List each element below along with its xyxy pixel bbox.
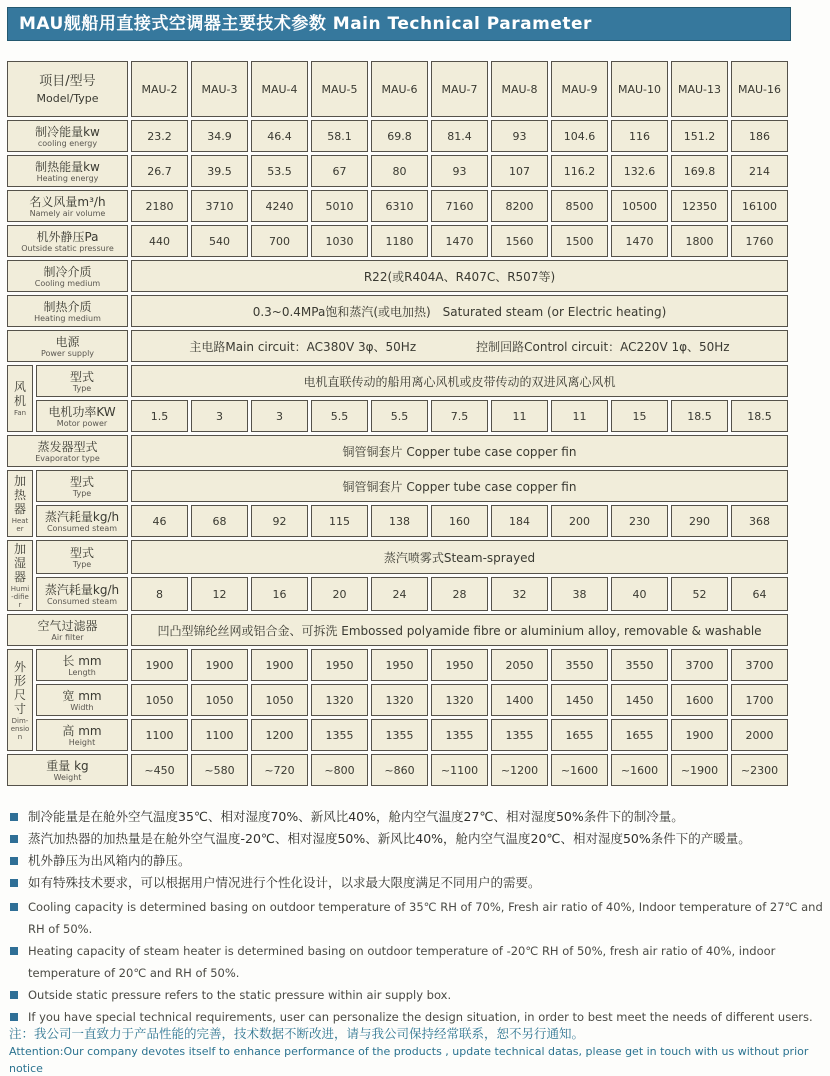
value-cell: 39.5 [191, 155, 248, 187]
value-cell: 3 [191, 400, 248, 432]
notes-en [9, 896, 823, 1028]
value-cell: 1470 [431, 225, 488, 257]
value-cell: 5.5 [311, 400, 368, 432]
row-label-zh: 宽 mm [62, 688, 102, 703]
value-cell: 23.2 [131, 120, 188, 152]
note-text: Heating capacity of steam heater is determined basing on outdoor temperature of -20℃ RH of 50%, fresh air ratio of 40%, indoor temperature of 20℃ and RH of 50%. [28, 944, 776, 980]
footer [9, 1024, 823, 1076]
row-label-zh: 型式 [69, 474, 94, 489]
value-cell: 184 [491, 505, 548, 537]
model-header-cell: MAU-6 [371, 61, 428, 117]
value-cell: ~860 [371, 754, 428, 786]
value-cell: 58.1 [311, 120, 368, 152]
model-header-cell: MAU-13 [671, 61, 728, 117]
value-cell: 1050 [191, 684, 248, 716]
note-text: Cooling capacity is determined basing on outdoor temperature of 35℃ RH of 70%, Fresh air ratio of 40%, Indoor temperature of 27℃ and RH of 50%. [28, 900, 823, 936]
value-cell: 1900 [251, 649, 308, 681]
row-label-zh: 空气过滤器 [37, 618, 98, 633]
model-header-cell: MAU-7 [431, 61, 488, 117]
spec-table [4, 58, 791, 789]
row-label-en: cooling energy [37, 138, 98, 148]
span-value-cell: 电机直联传动的船用离心风机或皮带传动的双进风离心风机 [131, 365, 788, 397]
value-cell: ~450 [131, 754, 188, 786]
value-cell: 34.9 [191, 120, 248, 152]
value-cell: 1900 [671, 719, 728, 751]
row-label-cell [7, 225, 128, 257]
value-cell: 1355 [311, 719, 368, 751]
row-label-zh: 型式 [69, 369, 94, 384]
row-label-zh: 电机功率KW [48, 404, 116, 419]
row-label-cell [7, 260, 128, 292]
row-label-en: Consumed steam [46, 596, 118, 606]
row-label-en: Weight [53, 772, 82, 782]
row-label-cell [7, 295, 128, 327]
group-char: 风 [13, 380, 26, 394]
group-char: 寸 [13, 701, 26, 716]
value-cell: 8500 [551, 190, 608, 222]
value-cell: 46.4 [251, 120, 308, 152]
corner-label-zh: 项目/型号 [39, 73, 96, 89]
row-label-cell [7, 754, 128, 786]
value-cell: 67 [311, 155, 368, 187]
bullet-square-icon [10, 903, 18, 911]
row-label-cell [36, 365, 128, 397]
value-cell: 12350 [671, 190, 728, 222]
value-cell: 160 [431, 505, 488, 537]
row-label-zh: 蒸汽耗量kg/h [44, 582, 120, 597]
value-cell: 64 [731, 577, 788, 611]
bullet-square-icon [10, 991, 18, 999]
footer-note-zh: 注：我公司一直致力于产品性能的完善，技术数据不断改进，请与我公司保持经常联系，恕不另行通知。 [9, 1026, 585, 1041]
bullet-square-icon [10, 835, 18, 843]
row-label-zh: 制热介质 [43, 299, 92, 314]
row-label-cell [7, 155, 128, 187]
value-cell: 81.4 [431, 120, 488, 152]
row-label-en: Heating medium [34, 313, 101, 323]
bullet-square-icon [10, 857, 18, 865]
row-label-zh: 长 mm [62, 653, 102, 668]
value-cell: 11 [491, 400, 548, 432]
group-char: 机 [13, 394, 26, 408]
value-cell: 1355 [431, 719, 488, 751]
value-cell: 11 [551, 400, 608, 432]
span-value-cell: 铜管铜套片 Copper tube case copper fin [131, 435, 788, 467]
value-cell: 1030 [311, 225, 368, 257]
value-cell: 1800 [671, 225, 728, 257]
value-cell: 93 [431, 155, 488, 187]
note-text: 如有特殊技术要求，可以根据用户情况进行个性化设计，以求最大限度满足不同用户的需要。 [28, 875, 541, 890]
value-cell: ~1900 [671, 754, 728, 786]
value-cell: 5010 [311, 190, 368, 222]
row-label-en: Motor power [56, 418, 108, 428]
model-header-cell: MAU-5 [311, 61, 368, 117]
value-cell: 3550 [551, 649, 608, 681]
group-char: 器 [13, 570, 26, 584]
value-cell: 1100 [191, 719, 248, 751]
group-char: 加 [13, 542, 26, 556]
value-cell: 1600 [671, 684, 728, 716]
value-cell: ~1600 [551, 754, 608, 786]
group-label-cell [7, 365, 33, 432]
note-text: If you have special technical requirements, user can personalize the design situation, in order to best meet the needs of different users. [28, 1010, 813, 1024]
span-value-cell: 主电路Main circuit：AC380V 3φ、50Hz 控制回路Control circuit：AC220V 1φ、50Hz [131, 330, 788, 362]
span-value-cell: 蒸汽喷雾式Steam-sprayed [131, 540, 788, 574]
value-cell: 7.5 [431, 400, 488, 432]
value-cell: 1050 [131, 684, 188, 716]
value-cell: 169.8 [671, 155, 728, 187]
value-cell: 80 [371, 155, 428, 187]
bullet-square-icon [10, 947, 18, 955]
value-cell: 1180 [371, 225, 428, 257]
value-cell: 1450 [611, 684, 668, 716]
note-text: 蒸汽加热器的加热量是在舱外空气温度-20℃、相对湿度50%、新风比40%，舱内空气温度20℃、相对湿度50%条件下的产暖量。 [28, 831, 751, 846]
value-cell: 200 [551, 505, 608, 537]
group-label-cell [7, 649, 33, 751]
value-cell: 1.5 [131, 400, 188, 432]
span-value-cell: 凹凸型锦纶丝网或铝合金、可拆洗 Embossed polyamide fibre or aluminium alloy, removable & washable [131, 614, 788, 646]
value-cell: 1760 [731, 225, 788, 257]
row-label-en: Outside static pressure [21, 243, 114, 253]
value-cell: 104.6 [551, 120, 608, 152]
row-label-en: Air filter [51, 632, 84, 642]
value-cell: 6310 [371, 190, 428, 222]
row-label-cell [36, 577, 128, 611]
value-cell: 1320 [431, 684, 488, 716]
corner-header-cell [7, 61, 128, 117]
value-cell: 115 [311, 505, 368, 537]
value-cell: 1700 [731, 684, 788, 716]
row-label-zh: 重量 kg [46, 758, 89, 773]
row-label-en: Power supply [40, 348, 95, 358]
value-cell: 28 [431, 577, 488, 611]
bullet-square-icon [10, 1013, 18, 1021]
model-header-cell: MAU-4 [251, 61, 308, 117]
value-cell: ~1100 [431, 754, 488, 786]
group-char: 器 [13, 502, 26, 516]
value-cell: 116 [611, 120, 668, 152]
row-label-en: Type [72, 383, 92, 393]
model-header-cell: MAU-9 [551, 61, 608, 117]
value-cell: ~800 [311, 754, 368, 786]
group-label-en: Fan [13, 409, 27, 417]
value-cell: 2000 [731, 719, 788, 751]
value-cell: 2050 [491, 649, 548, 681]
row-label-cell [36, 540, 128, 574]
span-value-cell: R22(或R404A、R407C、R507等) [131, 260, 788, 292]
value-cell: ~580 [191, 754, 248, 786]
value-cell: 18.5 [731, 400, 788, 432]
value-cell: 230 [611, 505, 668, 537]
note-item [9, 872, 823, 894]
value-cell: 1655 [611, 719, 668, 751]
value-cell: 132.6 [611, 155, 668, 187]
value-cell: ~1200 [491, 754, 548, 786]
value-cell: 3550 [611, 649, 668, 681]
value-cell: 53.5 [251, 155, 308, 187]
value-cell: 26.7 [131, 155, 188, 187]
value-cell: 40 [611, 577, 668, 611]
value-cell: 1470 [611, 225, 668, 257]
value-cell: 1500 [551, 225, 608, 257]
row-label-cell [36, 400, 128, 432]
span-value-cell: 0.3~0.4MPa饱和蒸汽(或电加热) Saturated steam (or Electric heating) [131, 295, 788, 327]
row-label-zh: 制冷介质 [43, 264, 92, 279]
value-cell: 16 [251, 577, 308, 611]
note-item [9, 940, 823, 984]
model-header-cell: MAU-8 [491, 61, 548, 117]
value-cell: 20 [311, 577, 368, 611]
notes-zh [9, 806, 823, 894]
value-cell: 1400 [491, 684, 548, 716]
value-cell: ~720 [251, 754, 308, 786]
group-char: 形 [13, 673, 26, 688]
note-item [9, 828, 823, 850]
value-cell: 290 [671, 505, 728, 537]
value-cell: 440 [131, 225, 188, 257]
value-cell: 46 [131, 505, 188, 537]
row-label-en: Height [68, 737, 96, 747]
value-cell: 1450 [551, 684, 608, 716]
row-label-cell [7, 435, 128, 467]
span-value-cell: 铜管铜套片 Copper tube case copper fin [131, 470, 788, 502]
model-header-cell: MAU-3 [191, 61, 248, 117]
row-label-zh: 电源 [55, 334, 80, 349]
value-cell: 1950 [371, 649, 428, 681]
note-item [9, 984, 823, 1006]
value-cell: 116.2 [551, 155, 608, 187]
group-char: 湿 [13, 556, 26, 570]
group-char: 尺 [13, 687, 26, 702]
value-cell: 3 [251, 400, 308, 432]
row-label-cell [36, 649, 128, 681]
value-cell: 3700 [671, 649, 728, 681]
row-label-zh: 机外静压Pa [36, 229, 99, 244]
bullet-square-icon [10, 813, 18, 821]
value-cell: 151.2 [671, 120, 728, 152]
row-label-cell [7, 120, 128, 152]
value-cell: 1050 [251, 684, 308, 716]
value-cell: ~1600 [611, 754, 668, 786]
value-cell: 7160 [431, 190, 488, 222]
value-cell: 10500 [611, 190, 668, 222]
row-label-cell [7, 190, 128, 222]
row-label-zh: 制冷能量kw [35, 124, 100, 139]
value-cell: 1355 [371, 719, 428, 751]
value-cell: 92 [251, 505, 308, 537]
row-label-en: Type [72, 488, 92, 498]
group-label-en: Humi-difier [10, 585, 30, 609]
corner-label-en: Model/Type [36, 91, 99, 105]
note-text: 机外静压为出风箱内的静压。 [28, 853, 191, 868]
row-label-en: Namely air volume [29, 208, 106, 218]
value-cell: 15 [611, 400, 668, 432]
value-cell: 32 [491, 577, 548, 611]
value-cell: 68 [191, 505, 248, 537]
value-cell: 69.8 [371, 120, 428, 152]
value-cell: 2180 [131, 190, 188, 222]
value-cell: 3700 [731, 649, 788, 681]
value-cell: 12 [191, 577, 248, 611]
row-label-en: Type [72, 559, 92, 569]
row-label-zh: 名义风量m³/h [29, 194, 106, 209]
value-cell: 540 [191, 225, 248, 257]
value-cell: 1900 [191, 649, 248, 681]
value-cell: 368 [731, 505, 788, 537]
row-label-en: Consumed steam [46, 523, 118, 533]
value-cell: 1320 [371, 684, 428, 716]
value-cell: 1320 [311, 684, 368, 716]
row-label-zh: 制热能量kw [35, 159, 100, 174]
bullet-square-icon [10, 879, 18, 887]
footer-note-en: Attention:Our company devotes itself to enhance performance of the products , update technical datas, please get in touch with us without prior notice [9, 1045, 809, 1075]
value-cell: 1355 [491, 719, 548, 751]
row-label-en: Heating energy [36, 173, 99, 183]
page-title: MAU舰船用直接式空调器主要技术参数 Main Technical Parameter [7, 7, 791, 41]
row-label-en: Width [70, 702, 94, 712]
value-cell: 1200 [251, 719, 308, 751]
group-label-en: Dim-ension [10, 716, 30, 741]
value-cell: 18.5 [671, 400, 728, 432]
row-label-cell [36, 684, 128, 716]
value-cell: 1900 [131, 649, 188, 681]
row-label-en: Cooling medium [34, 278, 101, 288]
row-label-en: Length [68, 667, 96, 677]
row-label-cell [7, 614, 128, 646]
value-cell: 5.5 [371, 400, 428, 432]
value-cell: 138 [371, 505, 428, 537]
value-cell: 700 [251, 225, 308, 257]
value-cell: 107 [491, 155, 548, 187]
row-label-cell [36, 719, 128, 751]
value-cell: 1560 [491, 225, 548, 257]
note-item [9, 806, 823, 828]
value-cell: 1950 [311, 649, 368, 681]
value-cell: 16100 [731, 190, 788, 222]
value-cell: 1950 [431, 649, 488, 681]
model-header-cell: MAU-2 [131, 61, 188, 117]
group-char: 外 [13, 659, 26, 674]
group-label-cell [7, 540, 33, 611]
group-label-cell [7, 470, 33, 537]
group-char: 加 [13, 474, 26, 488]
value-cell: 8200 [491, 190, 548, 222]
row-label-zh: 蒸发器型式 [37, 439, 98, 454]
note-item [9, 896, 823, 940]
row-label-zh: 蒸汽耗量kg/h [44, 509, 120, 524]
value-cell: 1655 [551, 719, 608, 751]
model-header-cell: MAU-16 [731, 61, 788, 117]
row-label-cell [36, 470, 128, 502]
note-item [9, 850, 823, 872]
row-label-zh: 型式 [69, 545, 94, 560]
value-cell: 3710 [191, 190, 248, 222]
note-text: Outside static pressure refers to the static pressure within air supply box. [28, 988, 452, 1002]
value-cell: 214 [731, 155, 788, 187]
value-cell: 8 [131, 577, 188, 611]
value-cell: 4240 [251, 190, 308, 222]
value-cell: ~2300 [731, 754, 788, 786]
note-text: 制冷能量是在舱外空气温度35℃、相对湿度70%、新风比40%，舱内空气温度27℃、相对湿度50%条件下的制冷量。 [28, 809, 684, 824]
row-label-cell [36, 505, 128, 537]
model-header-cell: MAU-10 [611, 61, 668, 117]
group-label-en: Heater [11, 517, 29, 533]
row-label-en: Evaporator type [35, 453, 100, 463]
value-cell: 186 [731, 120, 788, 152]
row-label-zh: 高 mm [62, 723, 102, 738]
value-cell: 93 [491, 120, 548, 152]
value-cell: 1100 [131, 719, 188, 751]
value-cell: 24 [371, 577, 428, 611]
value-cell: 38 [551, 577, 608, 611]
group-char: 热 [13, 488, 26, 502]
value-cell: 52 [671, 577, 728, 611]
row-label-cell [7, 330, 128, 362]
